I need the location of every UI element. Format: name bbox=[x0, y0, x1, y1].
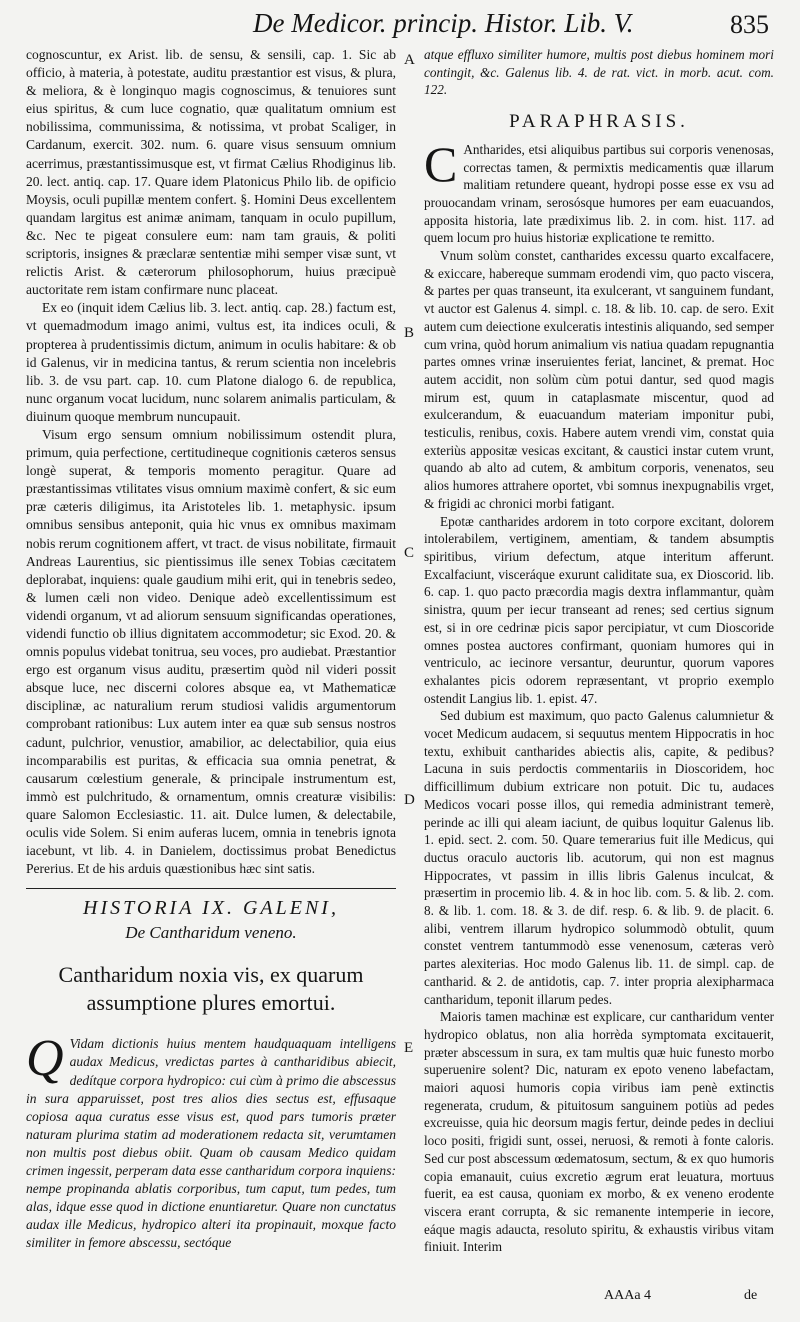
history-title: HISTORIA IX. GALENI, bbox=[83, 897, 339, 920]
right-paragraph-1 bbox=[424, 135, 774, 247]
left-paragraph-3: Visum ergo sensum omnium nobilissimum ostendit plura, primum, quia perfectione, certitudineque cognitionis cæteros sensus longè superat, & temporis momento peragitur. Quare ad præstantissimas vtilitates visus omnium maximè confert, & sic eum præ cæteris diligimus, ita Aristoteles lib. 1. metaphysic. ipsum omnibus sensibus anteponit, quia hic vnus ex omnibus maximam nobis rerum cognitionem affert, vt tract. de visus nobilitate, firmauit Andreas Laurentius, sic pientissimus ille senex Tobias cæcitatem deplorabat, inquiens: quale gaudium mihi erit, qui in tenebris sedeo, & lumen cæli non video. Denique adeò excellentissimum est videndi organum, vt ad aliorum sensuum significandas operationes, videndi functio ob illius dignitatem accommodetur; sic Exod. 20. & omnis populus videbat tonitrua, seu voces, pro audiebat. Præstantior ergo est organum visus auditu, præsertim quòd nil videri possit absque luce, nec discerni colores absque ea, vt Mathematicæ disciplinæ, ac naturalium rerum studiosi validis argumentorum comprobant rationibus: Lux autem inter ea quæ sub sensus nostros cadunt, pulchrior, venustior, amabilior, ac delectabilior, quia eius incomparabilis est puritas, & efficacia sua omnia penetrat, & causarum cœlestium generale, & principale instrumentum est, immò est pulchritudo, & ornamentum, omnis creaturæ visibilis: quare Salomon Ecclesiastic. 11. ait. Dulce lumen, & delectabile, oculis vide Solem. Si enim auferas lucem, omnia in tenebris ignota iacebunt, vt lib. 4. in Danielem, doctissimus probat Benedictus Pererius. Et de his arduis quæstionibus hæc sint satis. bbox=[26, 426, 396, 877]
page-number: 835 bbox=[730, 10, 769, 39]
drop-cap-q: Q bbox=[26, 1030, 64, 1088]
right-paragraph-4: Sed dubium est maximum, quo pacto Galenus calumnietur & vocet Medicum audacem, si sequutus mentem Hippocratis in hoc textu, exhibuit cantharides abiectis alis, capite, & pedibus? Lacuna in suis perdoctis commentariis in Dioscoridem, hoc difficillimum dubium extricare non potuit. Dic tu, audaces Medicos vocari posse illos, qui remedia administrant temerè, perinde ac illi qui aleam iaciunt, de quibus loquitur Galenus lib. 1. epid. sect. 2. com. 50. Quare temerarius fuit ille Medicus, qui ductus oraculo auctoris lib. acutorum, qui non est magnus Hippocrates, vt passim in illis libris Galenus inculcat, & præsertim in procemio lib. 4. & in hoc lib. com. 5. & lib. 2. com. 8. & lib. 1. com. 18. & 3. de dif. resp. 6. & lib. 9. de placit. 6. alibi, ventrem illarum hydropico solummodò obtulit, quum constet ventrem tantummodò esse venenosum, cæteras verò partes alexiterias. Hoc modo Galenus lib. 11. de simpl. cap. de cantharid. & 2. de antidotis, cap. 7. inter propria alexipharmaca cantharidum, teponit illarum pedes. bbox=[424, 708, 774, 1007]
case-text-block bbox=[26, 1030, 396, 1252]
left-paragraph-2: Ex eo (inquit idem Cælius lib. 3. lect. antiq. cap. 28.) factum est, vt quemadmodum imago animi, vultus est, ita indices oculi, & propterea à prudentissimis dictum, animum in oculis habitare: & ob id Galenus, vir in medicina tantus, & rerum scientia non incelebris lib. 3. de vsu part. cap. 10. cum Platone dialogo 6. de republica, nunc organum vocat lucidum, nunc solarem animalis particulam, & diuinum quoque membrum nuncupauit. bbox=[26, 300, 396, 424]
marginal-letter-a: A bbox=[404, 52, 415, 68]
signature-mark: AAAa 4 bbox=[604, 1288, 652, 1303]
case-text: Vidam dictionis huius mentem haudquaquam intelligens audax Medicus, vredictas partes à cantharidibus abiecit, dedítque corpora hydropico: cui cùm à primo die abscessus in sura apparuisset, post tres alios dies sectus est, effusaque copiosa aqua curatus esse visus est, quod pars tumoris præter naturam plurima statim ad moderationem redacta sit, verumtamen non multis post diebus obiit. Quam ob causam Medico quidam crimen ingessit, perperam data esse cantharidum corpora inquiens: nempe propinanda ablatis corporibus, tum caput, tum pedes, tum alas, idque esse quod in dictione enuntiaretur. Quare non cunctatus audax ille Medicus, hydropico alteri ita propinauit, moxque facto similiter in femore abscessu, sectóque bbox=[26, 1036, 396, 1251]
right-paragraph-top: atque effluxo similiter humore, multis post diebus hominem mori contingit, &c. Galenus lib. 4. de rat. vict. in morb. acut. com. 122. bbox=[424, 47, 774, 98]
right-paragraph-2: Vnum solùm constet, cantharides excessu quarto excalfacere, & exiccare, habereque summam erodendi vim, quo pacto viscera, & partes per quas transeunt, ita exulcerant, vt sanguinem fundant, vt auctor est Galenus 4. simpl. c. 18. & lib. 10. cap. de sero. Exit autem cum deiectione exulceratis intestinis aliquando, sed semper cum vrina, quòd horum animalium vis natiua quadam repugnantia partes omnes vrinæ inseruientes feriat, lancinet, & premat. Hoc autem accidit, non solùm cùm potui dantur, sed quod magis mirum est, quum in cataplasmate miscentur, quod ad exulcerandum, & euacuandum materiam imponitur pubi, testiculis, renibus, coxis. Habere autem vrendi vim, constat quia exteriùs appositæ vesicas excitant, & caustici instar cutem vrunt, quando ab alto ad cutem, & ambitum corporis, venenatos, seu alios humores attrahere oportet, vbi somnus inexpugnabilis vrget, & frigidi ac chronici morbi fatigant. bbox=[424, 248, 774, 511]
section-rule bbox=[26, 888, 396, 889]
left-column bbox=[26, 46, 396, 1252]
left-paragraph-1: cognoscuntur, ex Arist. lib. de sensu, & sensili, cap. 1. Sic ab officio, à materia, à potestate, auditu præstantior est visus, & plura, & meliora, & è longinquo magis cognoscimus, & tenuiores sunt eius spiritus, & cum luce cognatio, quæ qualitatum omnium est nobilissima, communissima, & notissima, vt probat Scaliger, in Cardanum, exercit. 302. num. 6. quare visus sensuum omnium acerrimus, præstantissimusque est, vt firmat Cælius Rhodiginus lib. 20. lect. antiq. cap. 17. Quare idem Platonicus Philo lib. de opificio Moysis, oculi pupillæ mentem confert. §. Homini Deus excellentem quandam largitus est animæ animam, tanquam in oculo pupillum, &c. Nec te pigeat consulere eum: nam tam grauis, & politi scriptoris, insignes & præclaræ sententiæ mihi semper visæ sunt, vt relictis Arist. & cæterorum philosophorum, huius præcipuè auctoritate rem istam confirmare nunc placeat. bbox=[26, 47, 396, 298]
paraphrasis-title: PARAPHRASIS. bbox=[509, 111, 689, 133]
right-paragraph-5: Maioris tamen machinæ est explicare, cur cantharidum venter hydropico oblatus, non alia horrèda symptomata excitauerit, præter abscessum in sura, ex tam multis quæ huic funesto morbo superuenire solent? Dic, naturam ex epoto veneno labefactam, maiori aquosi humoris copia viribus iam penè extinctis regenerata, crudum, & pituitosum sanguinem potiùs ad pedes excreuisse, quia hic deorsum magis fertur, deinde pedes in decliui loco positi, frigidi sunt, ossei, neruosi, & remoti à fonte caloris. Sed cur post abscessum œdematosum, sectum, & ex quo humoris copia emanauit, cuius excretio ægrum erat leuatura, mortuus fuerit, ea est causa, quoniam ex morbo, & ex veneno erodente viscera erant corrupta, & sic remanente intemperie in iecore, eáque magis adaucta, resoluto spiritu, & exhaustis viribus vitam finiuit. Interim bbox=[424, 1009, 774, 1255]
marginal-letter-d: D bbox=[404, 792, 415, 808]
right-paragraph-3: Epotæ cantharides ardorem in toto corpore excitant, dolorem intolerabilem, vertiginem, amentiam, & tandem absumptis spiritibus, virium defectum, atque interitum afferunt. Excalfaciunt, visceráque exurunt caliditate sua, ex Dioscorid. lib. 6. cap. 1. quo pacto præcordia magis dextra inflammantur, quàm sinistra, quum per iecur transeant ad renes; sed certius signum est, si in ore cedrinæ picis sapor percipiatur, vt cum Dioscoride omnes postea auctores confirmant, quoniam humores qui in ventriculo, ac iecinore versantur, deuruntur, quorum vapores exhalantes picis odorem repræsentant, vt proprio exemplo ostendit Langius lib. 1. epist. 47. bbox=[424, 513, 774, 706]
marginal-letter-e: E bbox=[404, 1040, 414, 1056]
case-heading: Cantharidum noxia vis, ex quarum assumptione plures emortui. bbox=[58, 962, 364, 1016]
history-subtitle: De Cantharidum veneno. bbox=[125, 923, 297, 943]
right-paragraph-1-text: Antharides, etsi aliquibus partibus sui corporis venenosas, correctas tamen, & permixtis medicamentis quæ illarum malitiam retundere queant, hydropi posse esse ex vsu ad prouocandam vrinam, serosósque humores per eam euacuandos, apposita historia, late prædiximus lib. 2. in com. hist. 117. ad quem locum pro huius historiæ explicatione te remitto. bbox=[424, 141, 774, 246]
drop-cap-c: C bbox=[424, 135, 458, 192]
right-column bbox=[424, 46, 774, 1256]
marginal-letter-b: B bbox=[404, 325, 415, 341]
running-head: De Medicor. princip. Histor. Lib. V. bbox=[253, 8, 634, 38]
page-header bbox=[0, 6, 800, 44]
marginal-letter-c: C bbox=[404, 545, 415, 561]
catchword: de bbox=[744, 1288, 758, 1303]
